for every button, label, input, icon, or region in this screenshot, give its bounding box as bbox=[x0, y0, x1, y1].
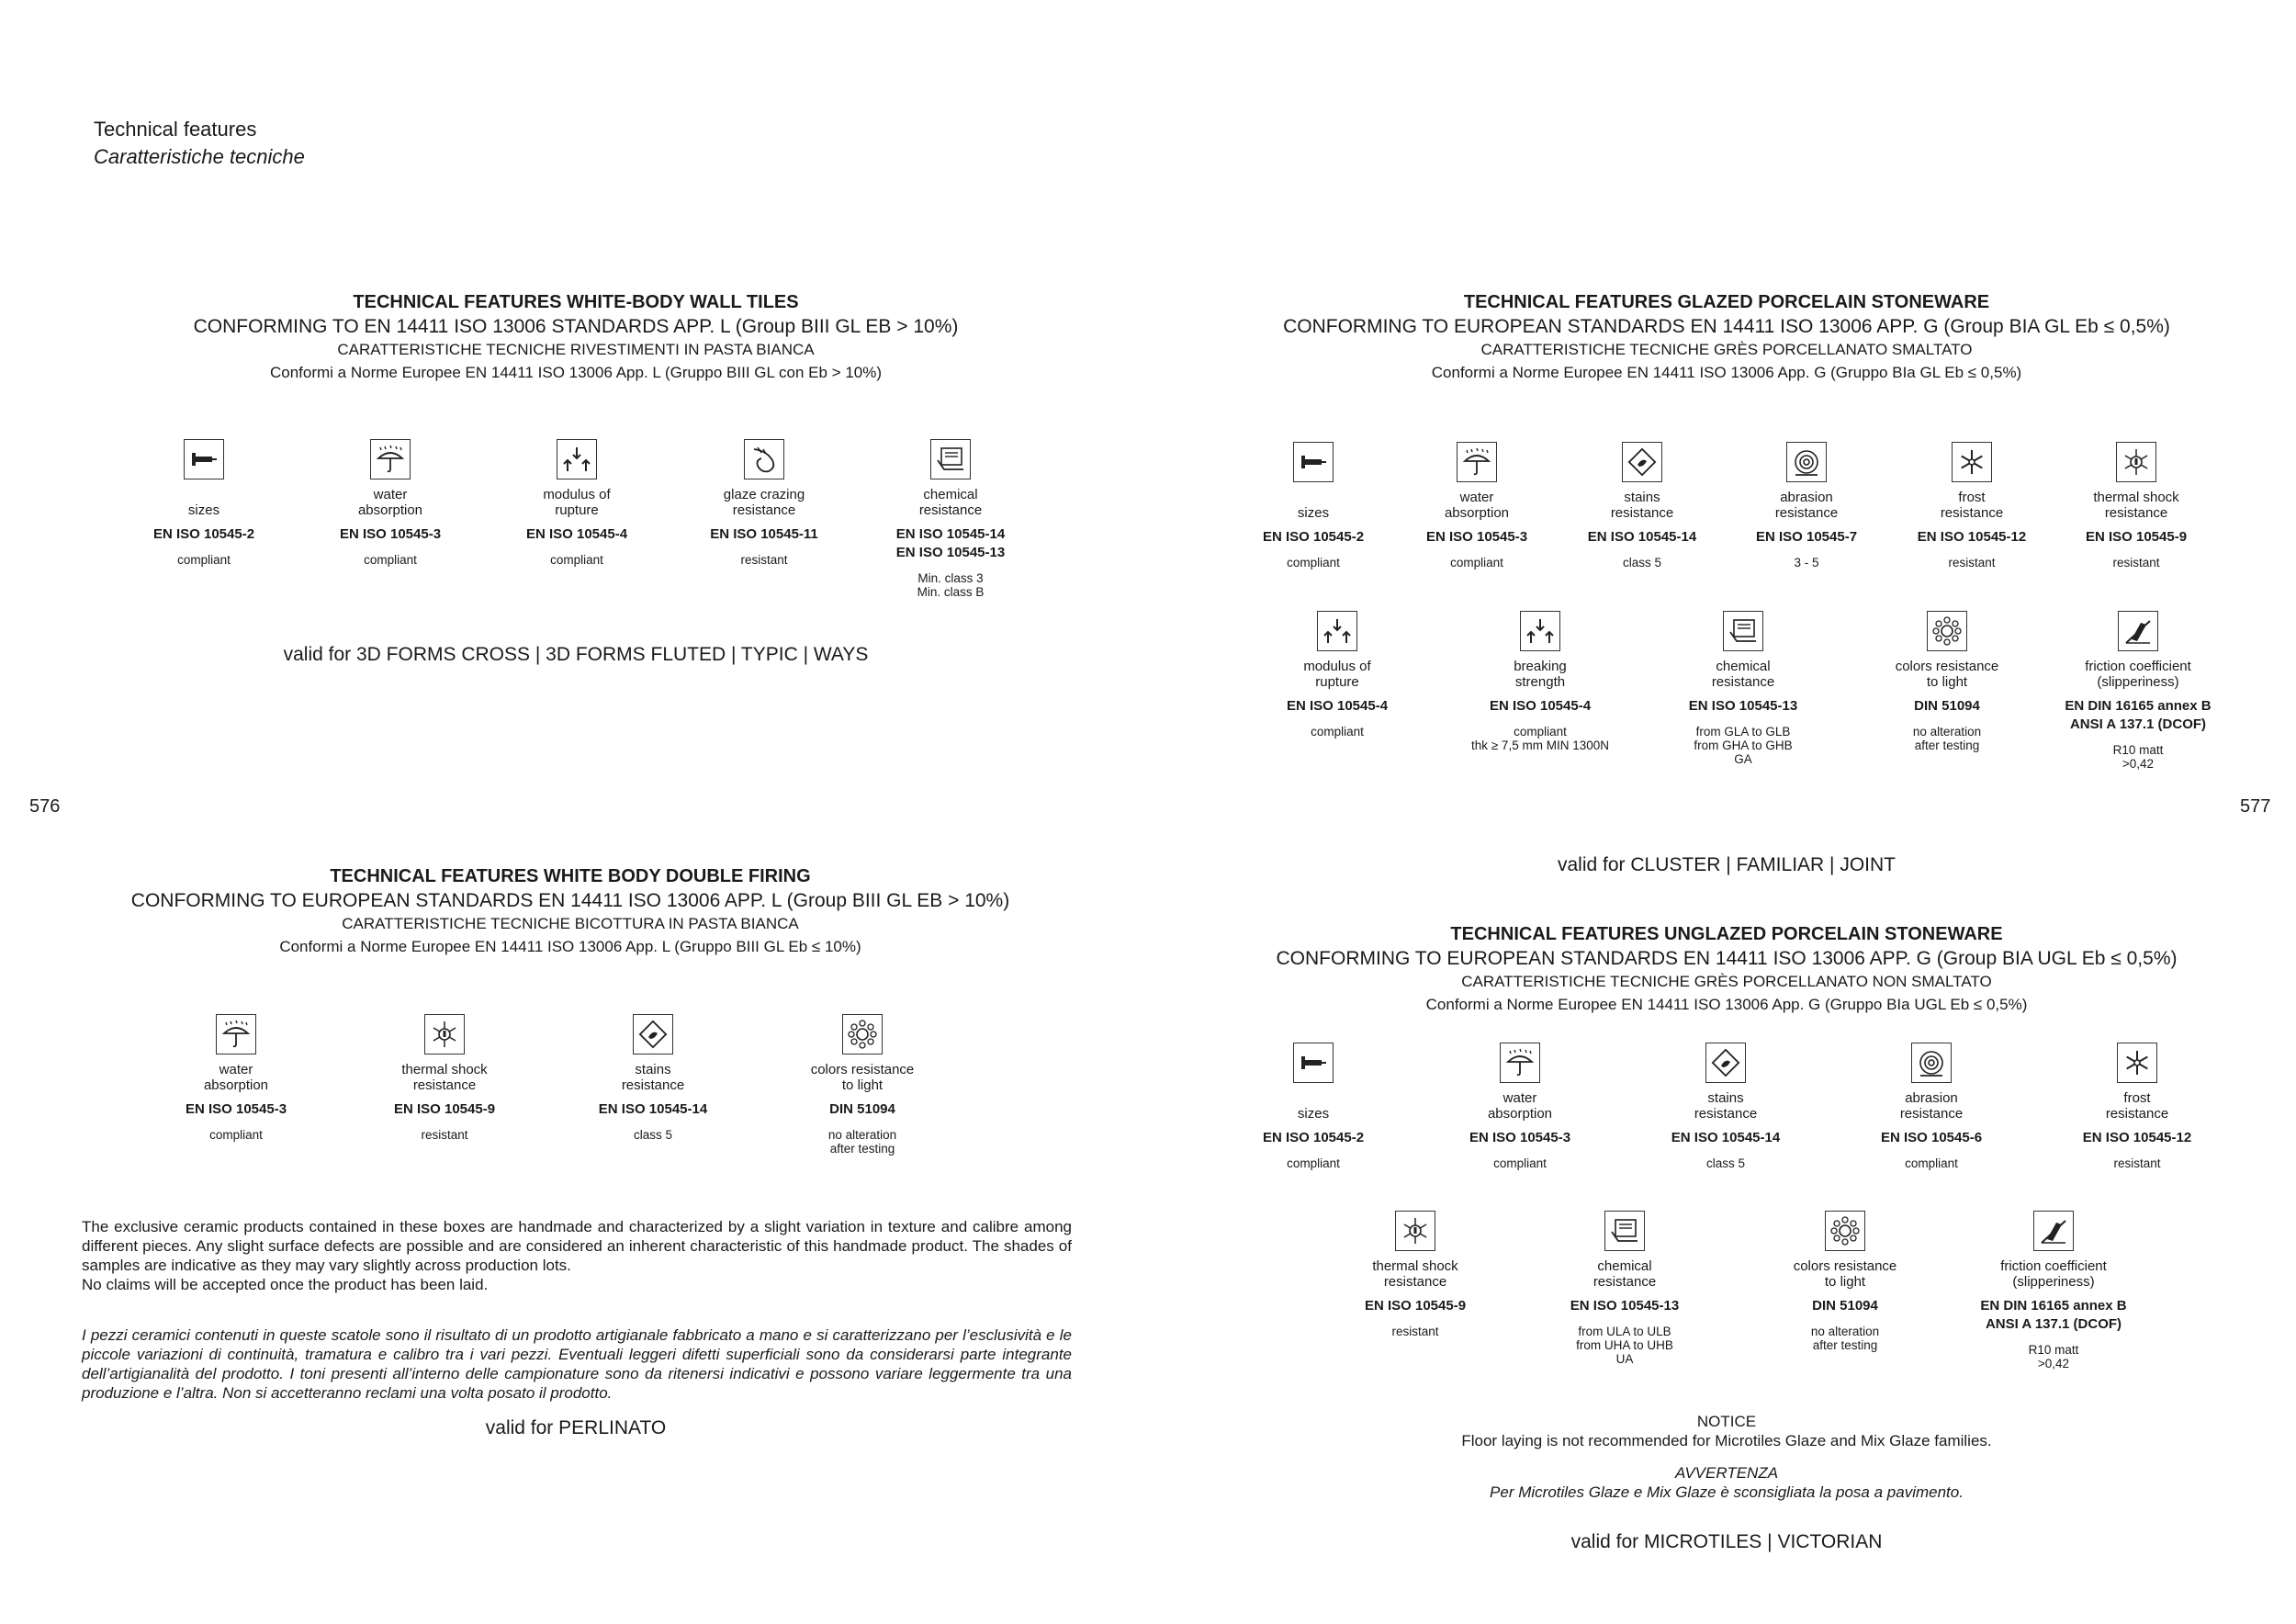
feature-item bbox=[149, 1014, 323, 1142]
feature-label: colors resistance to light bbox=[1793, 1258, 1897, 1290]
chemical-icon bbox=[1723, 611, 1763, 651]
feature-result: from GLA to GLB from GHA to GHB GA bbox=[1694, 725, 1793, 766]
section-subtitle: CONFORMING TO EUROPEAN STANDARDS EN 14411 ISO 13006 APP. G (Group BIA UGL Eb ≤ 0,5%) bbox=[1276, 948, 2178, 969]
feature-result: class 5 bbox=[1705, 1156, 1746, 1170]
feature-label: breaking strength bbox=[1514, 659, 1567, 690]
section-italian-title: CARATTERISTICHE TECNICHE RIVESTIMENTI IN PASTA BIANCA bbox=[337, 341, 815, 358]
section-title: TECHNICAL FEATURES WHITE-BODY WALL TILES bbox=[353, 292, 799, 312]
feature-item bbox=[2050, 1043, 2224, 1170]
feature-item bbox=[2049, 442, 2223, 570]
feature-standard: EN ISO 10545-4 bbox=[525, 526, 628, 542]
notice-text: Floor laying is not recommended for Microtiles Glaze and Mix Glaze families. bbox=[1461, 1432, 1992, 1449]
section-italian-subtitle: Conformi a Norme Europee EN 14411 ISO 13006 App. L (Gruppo BIII GL Eb ≤ 10%) bbox=[279, 938, 861, 955]
glazed-heading bbox=[1283, 290, 2170, 385]
umbrella-icon bbox=[1457, 442, 1497, 482]
feature-standard: DIN 51094 bbox=[1914, 698, 1980, 714]
feature-standard: EN ISO 10545-3 bbox=[1469, 1130, 1571, 1145]
feature-label: abrasion resistance bbox=[1774, 490, 1839, 521]
umbrella-icon bbox=[1500, 1043, 1540, 1083]
unglazed-valid-for bbox=[1571, 1531, 1883, 1553]
section-italian-subtitle: Conformi a Norme Europee EN 14411 ISO 13006 App. G (Gruppo BIa UGL Eb ≤ 0,5%) bbox=[1425, 996, 2028, 1013]
feature-result: compliant bbox=[1311, 725, 1364, 739]
stains-icon bbox=[1622, 442, 1662, 482]
feature-standard: EN ISO 10545-12 bbox=[2082, 1130, 2192, 1145]
feature-item bbox=[2051, 611, 2225, 771]
feature-standard: EN ISO 10545-14 bbox=[598, 1101, 708, 1117]
section-italian-subtitle: Conformi a Norme Europee EN 14411 ISO 13006 App. L (Gruppo BIII GL con Eb > 10%) bbox=[269, 364, 883, 381]
feature-label: colors resistance to light bbox=[810, 1062, 915, 1093]
feature-item bbox=[1555, 442, 1729, 570]
valid-products: MICROTILES | VICTORIAN bbox=[1643, 1531, 1883, 1552]
feature-standard: EN ISO 10545-9 bbox=[393, 1101, 496, 1117]
feature-result: resistant bbox=[421, 1128, 468, 1142]
feature-label: chemical resistance bbox=[918, 487, 983, 518]
abrasion-icon bbox=[1911, 1043, 1952, 1083]
feature-result: resistant bbox=[2112, 556, 2160, 570]
section-subtitle: CONFORMING TO EN 14411 ISO 13006 STANDARDS APP. L (Group BIII GL EB > 10%) bbox=[193, 316, 959, 337]
arrows-icon bbox=[1520, 611, 1560, 651]
feature-item bbox=[1885, 442, 2059, 570]
feature-result: class 5 bbox=[633, 1128, 673, 1142]
feature-label: sizes bbox=[1297, 1106, 1330, 1122]
feature-label: frost resistance bbox=[1940, 490, 2004, 521]
feature-standard: EN ISO 10545-2 bbox=[1262, 1130, 1365, 1145]
feature-standard: EN ISO 10545-13 bbox=[1570, 1298, 1680, 1314]
disclaimer-italian: I pezzi ceramici contenuti in queste scatole sono il risultato di un prodotto artigianale fabbricato a mano e si caratterizzano per l’esclusività e le piccole variazioni di continuità, tramatura e calibro tra i vari pezzi. Eventuali leggeri difetti superficiali sono da considerarsi parte integrante dell’artigianalità del prodotto. I toni presenti all’interno delle campionature sono da ritenersi indicativi e possono variare leggermente tra una produzione e l’altra. Non si accetteranno reclami una volta posato il prodotto. bbox=[82, 1326, 1072, 1402]
feature-item bbox=[1844, 1043, 2019, 1170]
feature-result: resistant bbox=[1391, 1325, 1439, 1338]
feature-item bbox=[775, 1014, 950, 1156]
friction-icon bbox=[2118, 611, 2158, 651]
feature-item bbox=[1328, 1211, 1503, 1338]
feature-label: modulus of rupture bbox=[1303, 659, 1371, 690]
feature-item bbox=[1250, 611, 1424, 739]
section-italian-subtitle: Conformi a Norme Europee EN 14411 ISO 13006 App. G (Gruppo BIa GL Eb ≤ 0,5%) bbox=[1431, 364, 2022, 381]
feature-standard: EN ISO 10545-14 bbox=[1671, 1130, 1781, 1145]
feature-result: R10 matt >0,42 bbox=[2112, 743, 2164, 771]
notice-block bbox=[1461, 1412, 1991, 1502]
feature-standard: EN ISO 10545-2 bbox=[152, 526, 255, 542]
section-title: TECHNICAL FEATURES GLAZED PORCELAIN STONEWARE bbox=[1463, 292, 1990, 312]
feature-label: sizes bbox=[1297, 505, 1330, 521]
feature-label: stains resistance bbox=[1694, 1090, 1758, 1122]
feature-standard: EN DIN 16165 annex B ANSI A 137.1 (DCOF) bbox=[1980, 1298, 2127, 1332]
feature-label: friction coefficient (slipperiness) bbox=[2000, 1258, 2107, 1290]
thermal-icon bbox=[424, 1014, 465, 1054]
sizes-icon bbox=[1293, 1043, 1334, 1083]
feature-standard: EN ISO 10545-14 EN ISO 10545-13 bbox=[895, 526, 1006, 560]
feature-label: thermal shock resistance bbox=[2093, 490, 2179, 521]
feature-standard: EN ISO 10545-14 bbox=[1587, 529, 1697, 545]
feature-standard: EN ISO 10545-13 bbox=[1688, 698, 1798, 714]
feature-standard: EN ISO 10545-2 bbox=[1262, 529, 1365, 545]
feature-standard: EN ISO 10545-11 bbox=[710, 526, 818, 542]
feature-standard: EN ISO 10545-12 bbox=[1917, 529, 2027, 545]
feature-label: modulus of rupture bbox=[543, 487, 611, 518]
feature-label: thermal shock resistance bbox=[401, 1062, 488, 1093]
abrasion-icon bbox=[1786, 442, 1827, 482]
feature-label: colors resistance to light bbox=[1895, 659, 1999, 690]
feature-label: thermal shock resistance bbox=[1372, 1258, 1458, 1290]
feature-item bbox=[677, 439, 851, 567]
valid-prefix: valid for bbox=[1558, 854, 1626, 875]
disclaimer-claims: No claims will be accepted once the product has been laid. bbox=[82, 1276, 489, 1293]
feature-item bbox=[1226, 442, 1401, 570]
feature-standard: EN ISO 10545-4 bbox=[1489, 698, 1592, 714]
feature-item bbox=[1656, 611, 1830, 766]
feature-item bbox=[1433, 1043, 1607, 1170]
feature-result: Min. class 3 Min. class B bbox=[917, 571, 985, 599]
page-number-left: 576 bbox=[29, 796, 61, 817]
feature-item bbox=[1860, 611, 2034, 752]
glaze-icon bbox=[744, 439, 784, 479]
section-subtitle: CONFORMING TO EUROPEAN STANDARDS EN 14411 ISO 13006 APP. G (Group BIA GL Eb ≤ 0,5%) bbox=[1283, 316, 2170, 337]
page-header-subtitle: Caratteristiche tecniche bbox=[94, 145, 305, 168]
disclaimer-text: The exclusive ceramic products contained in these boxes are handmade and characterized by a slight variation in texture and calibre among different pieces. Any slight surface defects are possible and are considered an inherent characteristic of this handmade product. The shades of samples are indicative as they may vary slightly across production lots. bbox=[82, 1218, 1072, 1274]
feature-label: water absorption bbox=[203, 1062, 269, 1093]
feature-result: compliant bbox=[177, 553, 231, 567]
valid-products: PERLINATO bbox=[558, 1417, 667, 1438]
page-header-title: Technical features bbox=[94, 118, 257, 141]
chemical-icon bbox=[930, 439, 971, 479]
feature-result: resistant bbox=[2113, 1156, 2161, 1170]
section-subtitle: CONFORMING TO EUROPEAN STANDARDS EN 14411 ISO 13006 APP. L (Group BIII GL EB > 10%) bbox=[130, 890, 1010, 911]
double-firing-valid-for bbox=[486, 1417, 666, 1439]
umbrella-icon bbox=[216, 1014, 256, 1054]
feature-result: compliant bbox=[1287, 556, 1340, 570]
arrows-icon bbox=[1317, 611, 1357, 651]
feature-item bbox=[566, 1014, 740, 1142]
valid-prefix: valid for bbox=[1570, 1531, 1639, 1552]
section-title: TECHNICAL FEATURES UNGLAZED PORCELAIN STONEWARE bbox=[1450, 924, 2003, 944]
valid-prefix: valid for bbox=[283, 644, 352, 665]
feature-label: water absorption bbox=[357, 487, 423, 518]
feature-standard: EN ISO 10545-3 bbox=[1425, 529, 1528, 545]
feature-label: friction coefficient (slipperiness) bbox=[2085, 659, 2191, 690]
section-italian-title: CARATTERISTICHE TECNICHE BICOTTURA IN PASTA BIANCA bbox=[342, 915, 799, 932]
feature-item bbox=[1390, 442, 1564, 570]
feature-result: no alteration after testing bbox=[827, 1128, 897, 1156]
feature-standard: EN ISO 10545-6 bbox=[1880, 1130, 1983, 1145]
feature-label: stains resistance bbox=[621, 1062, 685, 1093]
feature-item bbox=[1638, 1043, 1813, 1170]
valid-products: CLUSTER | FAMILIAR | JOINT bbox=[1630, 854, 1896, 875]
valid-products: 3D FORMS CROSS | 3D FORMS FLUTED | TYPIC | WAYS bbox=[356, 644, 869, 665]
feature-label: abrasion resistance bbox=[1899, 1090, 1964, 1122]
feature-item bbox=[1453, 611, 1627, 752]
feature-standard: EN ISO 10545-9 bbox=[1364, 1298, 1467, 1314]
frost-icon bbox=[1952, 442, 1992, 482]
feature-label: glaze crazing resistance bbox=[723, 487, 805, 518]
friction-icon bbox=[2033, 1211, 2074, 1251]
feature-standard: DIN 51094 bbox=[1812, 1298, 1878, 1314]
thermal-icon bbox=[1395, 1211, 1435, 1251]
feature-standard: EN ISO 10545-7 bbox=[1755, 529, 1858, 545]
feature-result: compliant bbox=[1493, 1156, 1547, 1170]
chemical-icon bbox=[1604, 1211, 1645, 1251]
feature-item bbox=[863, 439, 1038, 599]
feature-standard: EN ISO 10545-4 bbox=[1286, 698, 1389, 714]
wall-tiles-heading bbox=[194, 290, 959, 385]
feature-item bbox=[1966, 1211, 2141, 1370]
feature-result: compliant thk ≥ 7,5 mm MIN 1300N bbox=[1471, 725, 1609, 752]
feature-result: R10 matt >0,42 bbox=[2028, 1343, 2079, 1370]
feature-result: compliant bbox=[209, 1128, 263, 1142]
feature-label: sizes bbox=[187, 502, 220, 518]
arrows-icon bbox=[557, 439, 597, 479]
feature-item bbox=[1758, 1211, 1932, 1352]
feature-label: chemical resistance bbox=[1593, 1258, 1657, 1290]
feature-result: compliant bbox=[1905, 1156, 1958, 1170]
feature-item bbox=[1537, 1211, 1712, 1366]
feature-result: from ULA to ULB from UHA to UHB UA bbox=[1576, 1325, 1673, 1366]
notice-title: NOTICE bbox=[1696, 1413, 1757, 1430]
feature-label: stains resistance bbox=[1610, 490, 1674, 521]
feature-result: compliant bbox=[364, 553, 417, 567]
section-italian-title: CARATTERISTICHE TECNICHE GRÈS PORCELLANATO NON SMALTATO bbox=[1461, 973, 1992, 990]
frost-icon bbox=[2117, 1043, 2157, 1083]
feature-standard: EN ISO 10545-3 bbox=[185, 1101, 287, 1117]
stains-icon bbox=[633, 1014, 673, 1054]
wall-tiles-valid-for bbox=[284, 644, 869, 666]
feature-result: compliant bbox=[1287, 1156, 1340, 1170]
feature-label: frost resistance bbox=[2105, 1090, 2169, 1122]
feature-item bbox=[117, 439, 291, 567]
feature-item bbox=[490, 439, 664, 567]
feature-item bbox=[357, 1014, 532, 1142]
feature-standard: EN ISO 10545-3 bbox=[339, 526, 442, 542]
sizes-icon bbox=[184, 439, 224, 479]
colors-icon bbox=[1825, 1211, 1865, 1251]
feature-result: compliant bbox=[1450, 556, 1503, 570]
thermal-icon bbox=[2116, 442, 2156, 482]
stains-icon bbox=[1705, 1043, 1746, 1083]
feature-result: resistant bbox=[1948, 556, 1996, 570]
glazed-valid-for bbox=[1558, 854, 1896, 876]
feature-item bbox=[1719, 442, 1894, 570]
double-firing-heading bbox=[131, 864, 1009, 959]
section-italian-title: CARATTERISTICHE TECNICHE GRÈS PORCELLANATO SMALTATO bbox=[1480, 341, 1973, 358]
avvertenza-title: AVVERTENZA bbox=[1674, 1464, 1779, 1482]
feature-label: chemical resistance bbox=[1711, 659, 1775, 690]
page-number-right: 577 bbox=[2240, 796, 2271, 817]
feature-label: water absorption bbox=[1487, 1090, 1553, 1122]
colors-icon bbox=[1927, 611, 1967, 651]
feature-item bbox=[303, 439, 478, 567]
feature-standard: DIN 51094 bbox=[829, 1101, 895, 1117]
umbrella-icon bbox=[370, 439, 411, 479]
avvertenza-text: Per Microtiles Glaze e Mix Glaze è sconsigliata la posa a pavimento. bbox=[1490, 1483, 1964, 1501]
feature-standard: EN DIN 16165 annex B ANSI A 137.1 (DCOF) bbox=[2065, 698, 2212, 732]
feature-result: compliant bbox=[550, 553, 603, 567]
unglazed-heading bbox=[1277, 922, 2178, 1017]
feature-result: no alteration after testing bbox=[1810, 1325, 1880, 1352]
colors-icon bbox=[842, 1014, 883, 1054]
feature-standard: EN ISO 10545-9 bbox=[2085, 529, 2188, 545]
feature-result: class 5 bbox=[1622, 556, 1662, 570]
feature-result: 3 - 5 bbox=[1794, 556, 1819, 570]
feature-label: water absorption bbox=[1444, 490, 1510, 521]
sizes-icon bbox=[1293, 442, 1334, 482]
disclaimer-english bbox=[82, 1217, 1072, 1294]
feature-item bbox=[1226, 1043, 1401, 1170]
feature-result: resistant bbox=[740, 553, 788, 567]
section-title: TECHNICAL FEATURES WHITE BODY DOUBLE FIRING bbox=[330, 866, 811, 886]
feature-result: no alteration after testing bbox=[1912, 725, 1982, 752]
valid-prefix: valid for bbox=[485, 1417, 554, 1438]
